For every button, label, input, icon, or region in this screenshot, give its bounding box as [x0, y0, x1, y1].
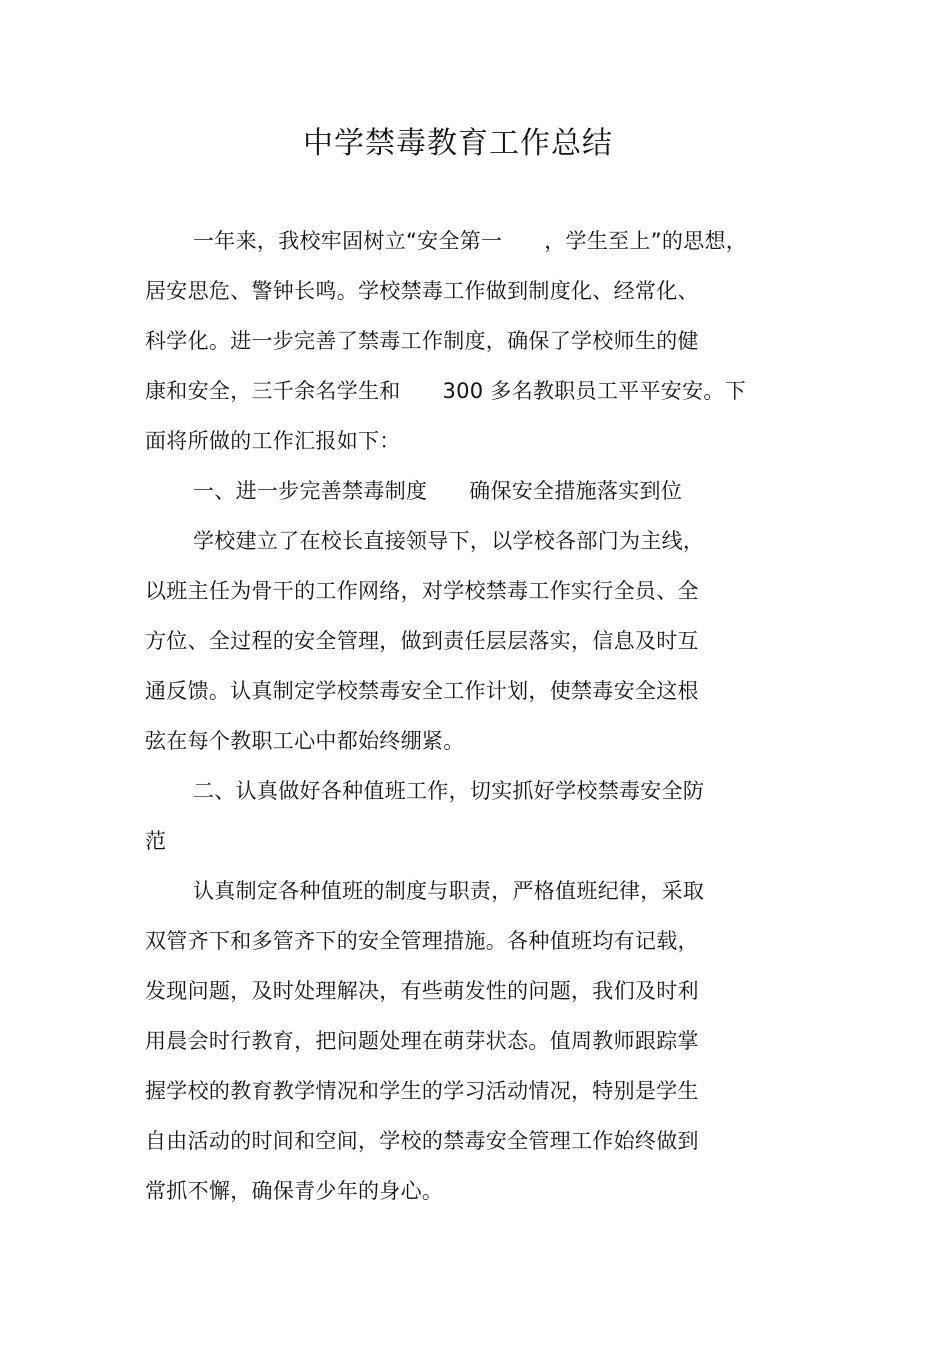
paragraph-line: 以班主任为骨干的工作网络，对学校禁毒工作实行全员、全 — [145, 579, 699, 603]
paragraph-line: 双管齐下和多管齐下的安全管理措施。各种值班均有记载， — [145, 929, 699, 953]
paragraph-line: 自由活动的时间和空间，学校的禁毒安全管理工作始终做到 — [145, 1129, 699, 1153]
paragraph-line: 用晨会时行教育，把问题处理在萌芽状态。值周教师跟踪掌 — [145, 1029, 699, 1053]
section-heading: 二、认真做好各种值班工作，切实抓好学校禁毒安全防 — [193, 779, 705, 803]
paragraph-line: 常抓不懈，确保青少年的身心。 — [145, 1179, 444, 1203]
paragraph-line: 通反馈。认真制定学校禁毒安全工作计划，使禁毒安全这根 — [145, 679, 699, 703]
paragraph-line: 认真制定各种值班的制度与职责，严格值班纪律，采取 — [193, 879, 705, 903]
paragraph-line: 居安思危、警钟长鸣。学校禁毒工作做到制度化、经常化、 — [145, 279, 699, 303]
section-heading-continued: 范 — [145, 829, 167, 853]
paragraph-line: 面将所做的工作汇报如下： — [145, 429, 401, 453]
paragraph-line: 发现问题，及时处理解决，有些萌发性的问题，我们及时利 — [145, 979, 699, 1003]
paragraph-line: 握学校的教育教学情况和学生的学习活动情况，特别是学生 — [145, 1079, 699, 1103]
paragraph-line: 弦在每个教职工心中都始终绷紧。 — [145, 729, 465, 753]
document-title: 中学禁毒教育工作总结 — [303, 126, 613, 161]
paragraph-line: 康和安全，三千余名学生和 300 多名教职员工平平安安。下 — [145, 379, 747, 403]
paragraph-line: 科学化。进一步完善了禁毒工作制度，确保了学校师生的健 — [145, 329, 699, 353]
section-heading: 一、进一步完善禁毒制度 确保安全措施落实到位 — [193, 479, 683, 503]
paragraph-line: 方位、全过程的安全管理，做到责任层层落实，信息及时互 — [145, 629, 699, 653]
paragraph-line: 一年来，我校牢固树立“安全第一 ，学生至上”的思想， — [193, 229, 748, 253]
paragraph-line: 学校建立了在校长直接领导下，以学校各部门为主线， — [193, 529, 705, 553]
